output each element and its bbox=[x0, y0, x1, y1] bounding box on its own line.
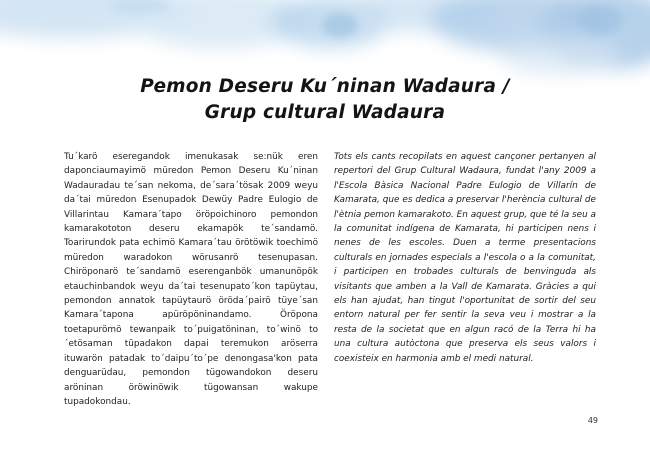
page-number: 49 bbox=[587, 416, 598, 425]
page-title-line-2: Grup cultural Wadaura bbox=[204, 102, 446, 123]
pemon-text-column: Tu´karö eseregandok imenukasak se:nük eren daponciaumayimö müredon Pemon Deseru Ku´ninan Wadauradau te´san nekoma, de´sara´tösak 2009 weyu da´tai müredon Esenupadok Dewüy Padre Eulogio de Villarintau Kamara´tapo öröpoichinoro pemondon kamarakototon deseru ekamapök te´sandamö. Toarirundok pata echimö Kamara´tau örötöwik toechimö müredon waradokon wörusanrö tesenupasan. Chiröponarö te´sandamö eserenganbök umanunöpök etauchinbandok weyu da´tai tesenupato´kon tapüytau, pemondon annatok tapüytaurö öröda´pairö tüye´san Kamara´tapona apüröpöninandamo. Öröpona toetapurömö tewanpaik to´puigatöninan, to´winö to´etösaman tüpadakon dapai teremukon aröserra ituwarön patadak to´daipu´to´pe denongasa'kon pata denguarüdau, pemondon tügowandokon deseru aröninan öröwinöwik tügowansan wakupe tupadokondau. bbox=[64, 152, 318, 407]
page-title bbox=[0, 74, 650, 126]
page-title-line-1: Pemon Deseru Ku´ninan Wadaura / bbox=[140, 76, 510, 97]
catalan-text-column: Tots els cants recopilats en aquest cançoner pertanyen al repertori del Grup Cultural Wadaura, fundat l'any 2009 a l'Escola Bàsica Nacional Padre Eulogio de Villarín de Kamarata, que es dedica a preservar l'herència cultural de l'ètnia pemon kamarakoto. En aquest grup, que té la seu a la comunitat indígena de Kamarata, hi participen nens i nenes de les escoles. Duen a terme presentacions culturals en jornades especials a l'escola o a la comunitat, i participen en trobades culturals de benvinguda als visitants que amben a la Vall de Kamarata. Gràcies a qui els han ajudat, han tingut l'oportunitat de sortir del seu entorn natural per fer sentir la seva veu i mostrar a la resta de la societat que en algun racó de la Terra hi ha una cultura autòctona que preserva els seus valors i coexisteix en harmonia amb el medi natural. bbox=[334, 152, 596, 364]
